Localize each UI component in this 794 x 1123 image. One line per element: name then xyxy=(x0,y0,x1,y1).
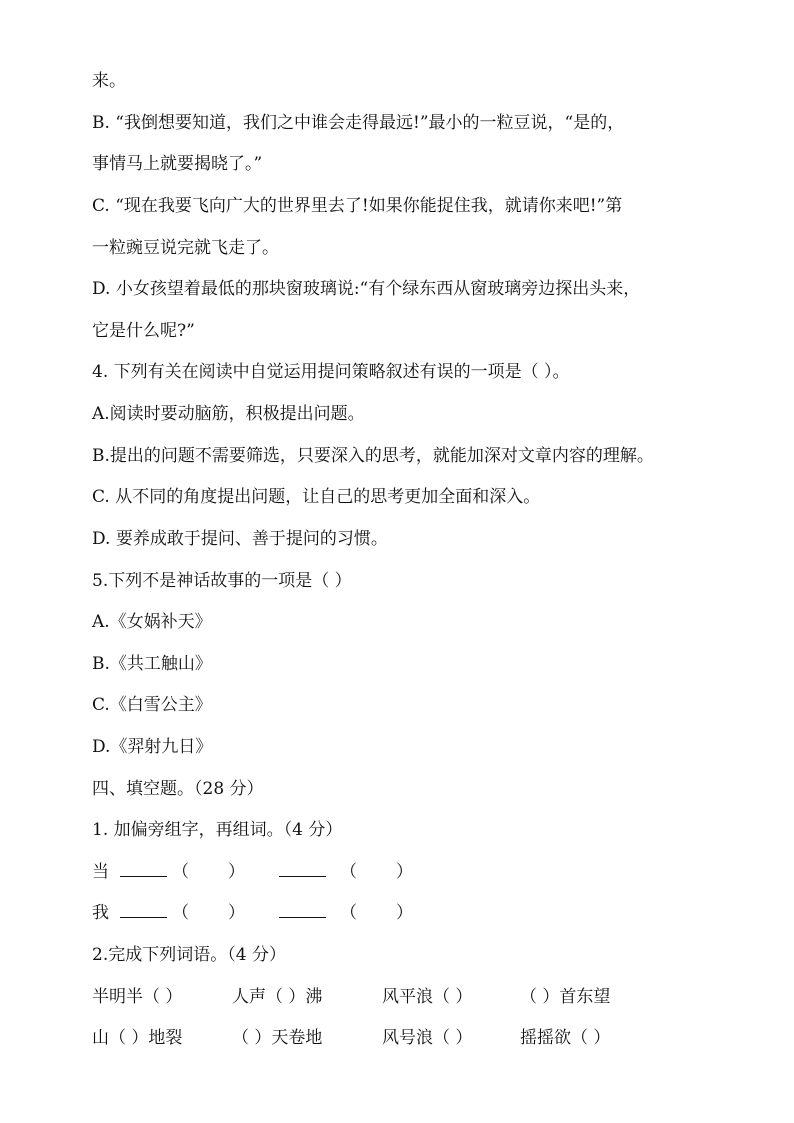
question-4-option-a: A.阅读时要动脑筋，积极提出问题。 xyxy=(92,404,365,424)
answer-blank[interactable] xyxy=(120,902,167,924)
radical-row-1 xyxy=(92,861,732,885)
option-c-line: C. “现在我要飞向广大的世界里去了!如果你能捉住我，就请你来吧!”第 xyxy=(92,196,623,216)
idiom-item: 风平浪（ ） xyxy=(382,987,473,1007)
question-5-option-c: C.《白雪公主》 xyxy=(92,695,212,715)
section-title: 四、填空题。（28 分） xyxy=(92,779,264,799)
question-4-option-c: C. 从不同的角度提出问题，让自己的思考更加全面和深入。 xyxy=(92,487,541,507)
question-5-option-a: A.《女娲补天》 xyxy=(92,612,212,632)
idiom-item: （ ）天卷地 xyxy=(232,1028,323,1048)
idiom-row-1 xyxy=(92,986,732,1010)
idiom-item: 风号浪（ ） xyxy=(382,1028,473,1048)
text-line: 它是什么呢?” xyxy=(92,321,195,341)
question-5-option-d: D.《羿射九日》 xyxy=(92,737,213,757)
idiom-item: 摇摇欲（ ） xyxy=(520,1028,611,1048)
question-5-stem: 5.下列不是神话故事的一项是（ ） xyxy=(92,571,352,591)
base-character: 当 xyxy=(92,862,109,882)
question-5-option-b: B.《共工触山》 xyxy=(92,654,212,674)
paren-open: （ xyxy=(340,903,357,923)
base-character: 我 xyxy=(92,903,109,923)
text-line: 事情马上就要揭晓了。” xyxy=(92,154,263,174)
idiom-item: 山（ ）地裂 xyxy=(92,1028,183,1048)
answer-blank[interactable] xyxy=(279,861,326,883)
radical-row-2 xyxy=(92,902,732,926)
text-line: 来。 xyxy=(92,71,126,91)
paren-open: （ xyxy=(172,862,189,882)
fill-question-1-stem: 1. 加偏旁组字，再组词。（4 分） xyxy=(92,820,343,840)
idiom-row-2 xyxy=(92,1027,732,1051)
paren-close: ） xyxy=(228,903,245,923)
idiom-item: 半明半（ ） xyxy=(92,987,183,1007)
paren-close: ） xyxy=(396,903,413,923)
answer-blank[interactable] xyxy=(279,902,326,924)
idiom-item: （ ）首东望 xyxy=(520,987,611,1007)
question-4-stem: 4. 下列有关在阅读中自觉运用提问策略叙述有误的一项是（ ）。 xyxy=(92,362,570,382)
paren-open: （ xyxy=(340,862,357,882)
option-d-line: D. 小女孩望着最低的那块窗玻璃说:“有个绿东西从窗玻璃旁边探出头来， xyxy=(92,279,641,299)
paren-close: ） xyxy=(228,862,245,882)
paren-open: （ xyxy=(172,903,189,923)
idiom-item: 人声（ ）沸 xyxy=(232,987,323,1007)
fill-question-2-stem: 2.完成下列词语。（4 分） xyxy=(92,945,286,965)
option-b-line: B. “我倒想要知道，我们之中谁会走得最远!”最小的一粒豆说，“是的， xyxy=(92,113,625,133)
paren-close: ） xyxy=(396,862,413,882)
text-line: 一粒豌豆说完就飞走了。 xyxy=(92,238,279,258)
question-4-option-b: B.提出的问题不需要筛选，只要深入的思考，就能加深对文章内容的理解。 xyxy=(92,446,654,466)
answer-blank[interactable] xyxy=(120,861,167,883)
question-4-option-d: D. 要养成敢于提问、善于提问的习惯。 xyxy=(92,529,388,549)
